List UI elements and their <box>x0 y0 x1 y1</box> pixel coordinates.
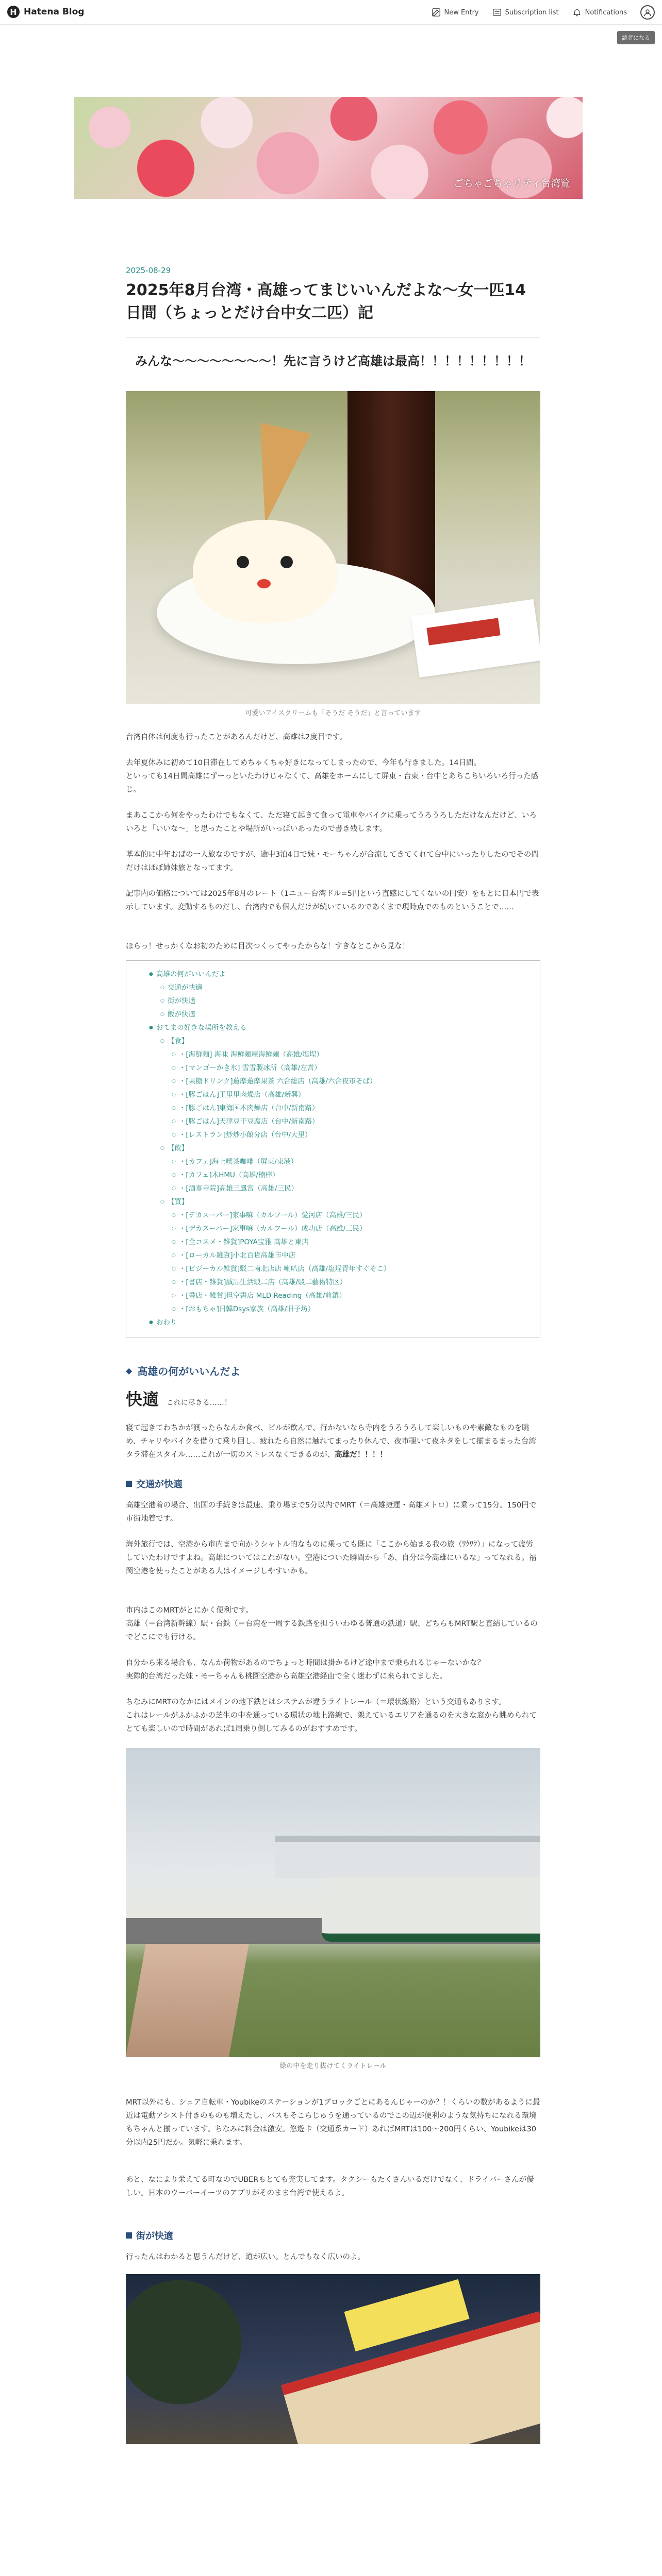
eye-left <box>237 556 249 568</box>
subsection-title: 交通が快適 <box>136 1479 183 1490</box>
station-canopy <box>275 1836 540 1878</box>
intro-paragraph: 記事内の価格については2025年8月のレート（1ニュー台湾ドル=5円という直感にしてくないの円安）をもとに日本円で表示しています。変動するものだし、台湾内でも個人だけが続いているのであくまで現時点でのものということで…… <box>126 890 539 911</box>
toc-link[interactable]: ・[豚ごはん]王里里肉燥店（高雄/新興） <box>178 1091 305 1099</box>
new-entry-label: New Entry <box>444 8 479 16</box>
light-rail-photo[interactable] <box>126 1748 540 2057</box>
entry-title[interactable]: 2025年8月台湾・高雄ってまじいいんだよな〜女一匹14日間（ちょっとだけ台中女二匹）記 <box>126 281 526 322</box>
toc-link[interactable]: ・[カフェ]木HMU（高雄/楠梓） <box>178 1171 279 1179</box>
notifications-label: Notifications <box>585 8 627 16</box>
platform <box>126 1944 249 2057</box>
hatena-logo-icon: H <box>7 6 20 18</box>
subsection-heading <box>126 2229 540 2242</box>
toc-item <box>160 981 528 995</box>
toc-item <box>172 1129 528 1142</box>
tree <box>126 2274 260 2444</box>
square-icon <box>126 1481 132 1487</box>
transport-paragraph: ちなみにMRTのなかにはメインの地下鉄とはシステムが違うライトレール（＝環状線路）という交通もあります。 これはレールがふかふかの芝生の中を通っている環状の地上路線で、架えているエリアを通るのを大きな窓から眺められてとても楽しいので時間があれば1周乗り倒してみるのがおすすめです。 <box>126 1698 537 1733</box>
user-avatar[interactable] <box>640 5 655 20</box>
toc-item <box>160 1196 528 1209</box>
transport-paragraph: 自分から来る場合も、なんか荷物があるのでちょっと時間は掛かるけど途中まで乗られるじゃーないかな？ 実際的台湾だった妹・モーちゃんも桃園空港から高雄空港経由で全く迷わずに来られてました。 <box>126 1659 485 1681</box>
transport-paragraph: 高雄空港着の場合、出国の手続きは最速、乗り場まで5分以内でMRT（＝高雄捷運・高雄メトロ）に乗って15分。150円で市街地着です。 <box>126 1501 537 1523</box>
toc-item <box>172 1276 528 1290</box>
toc-link[interactable]: ・[海鮮麺] 海味 海鮮麺屋海鮮麺（高雄/塩埕） <box>178 1050 324 1059</box>
eye-right <box>280 556 293 568</box>
transport-paragraph: あと、なにより栄えてる町なのでUBERもとても充実してます。タクシーもたくさんいるだけでなく、ドライバーさんが優しい。日本のウーバーイーツのアプリがそのまま台湾で使えるよ。 <box>126 2176 534 2197</box>
toc-item <box>172 1249 528 1263</box>
toc-item <box>160 1035 528 1048</box>
subscribe-button[interactable]: 読者になる <box>617 31 655 44</box>
toc-link[interactable]: ・[酒専寺院]高雄三鳳宮（高雄/三民） <box>178 1184 298 1193</box>
toc-item <box>172 1048 528 1062</box>
toc-item <box>172 1182 528 1196</box>
subsection-title: 街が快適 <box>136 2231 173 2242</box>
toc-link[interactable]: おてまの好きな場所を教える <box>156 1024 247 1032</box>
ice-cream-scoop <box>193 520 337 623</box>
list-icon <box>492 8 502 17</box>
hatena-logo[interactable] <box>7 6 84 18</box>
table-of-contents <box>126 960 540 1337</box>
toc-item <box>172 1156 528 1169</box>
new-entry-button[interactable] <box>432 8 479 17</box>
toc-item <box>149 968 528 981</box>
toc-link[interactable]: ・[デカスーパー]家事嘛（カルフール）愛河店（高雄/三民） <box>178 1211 367 1219</box>
subsection-heading <box>126 1477 540 1490</box>
toc-link[interactable]: 【飲】 <box>167 1144 189 1153</box>
street-sign-photo[interactable] <box>126 2274 540 2444</box>
photo-caption: 緑の中を走り抜けてくライトレール <box>279 2062 387 2070</box>
toc-link[interactable]: 【買】 <box>167 1198 189 1206</box>
toc-link[interactable]: ・[デカスーパー]家事嘛（カルフール）成功店（高雄/三民） <box>178 1225 367 1233</box>
toc-link[interactable]: 飯が快適 <box>167 1010 195 1019</box>
toc-link[interactable]: ・[レストラン]炒炒小館分店（台中/大里） <box>178 1131 312 1139</box>
big-text-note: これに尽きる……！ <box>166 1399 231 1407</box>
diamond-icon: ◆ <box>126 1366 133 1376</box>
toc-link[interactable]: ・[書店・雑貨]但空書店 MLD Reading（高雄/前鎮） <box>178 1292 346 1300</box>
city-paragraph: 行ったんはわかると思うんだけど、道が広い。とんでもなく広いのよ。 <box>126 2253 365 2261</box>
intro-paragraph: 去年夏休みに初めて10日滞在してめちゃくちゃ好きになってしまったので、今年も行きました。14日間。 といっても14日間高雄にずーっといたわけじゃなくて、高雄をホームにして屏東・台東・台中とあちこちいろいろ行った感じ。 <box>126 759 539 794</box>
ice-cream-photo[interactable] <box>126 391 540 704</box>
section-heading <box>126 1363 540 1378</box>
cone <box>240 423 310 530</box>
transport-paragraph: 海外旅行では、空港から市内まで向かうシャトル的なものに乗っても既に「ここから始まる我の旅（ﾜｸﾜｸ）」になって疲労していたわけですよね。高雄についてはこれがない。空港についた瞬間から「あ、自分は今高雄にいるな」ってなれる。福岡空港を使ったことがある人はイメージしやすいかも。 <box>126 1540 537 1575</box>
toc-item <box>172 1290 528 1303</box>
toc-item <box>172 1169 528 1182</box>
nose <box>257 579 271 588</box>
toc-item <box>172 1102 528 1115</box>
toc-link[interactable]: ・[豚ごはん]東海国本肉燥店（台中/新南路） <box>178 1104 319 1112</box>
intro-paragraph: 基本的に中年おばの一人旅なのですが、途中3泊4日で妹・モーちゃんが合流してきてくれて台中にいったりしたのでその間だけはほぼ姉妹旅となってます。 <box>126 851 539 872</box>
square-icon <box>126 2232 132 2239</box>
toc-intro: ほらっ！せっかくなお初のために目次つくってやったからな！すきなとこから見な！ <box>126 942 410 951</box>
section-paragraph-text: 寝て起きてわちかが渡ったらなんか食べ、ビルが飲んで、行かないなら寺内をうろうろして楽しいものや素敵なものを眺め、チャリやバイクを借りて乗り回し、疲れたら自然に触れてまったり休んで、夜市覗いて夜ネタをして揃まるまった台湾タラ滞在スタイル……これが一切のストレスなくできるのが、 <box>126 1424 536 1459</box>
big-text: 快適 <box>126 1389 159 1409</box>
big-text-row <box>126 1386 540 1410</box>
entry-date[interactable]: 2025-08-29 <box>126 266 171 275</box>
toc-link[interactable]: ・[カフェ]海上喫茶咖啡（屏東/東港） <box>178 1158 298 1166</box>
toc-link[interactable]: ・[果糖ドリンク]蓮摩蓮摩果茶 六合総店（高雄/六合夜市そば） <box>178 1077 377 1086</box>
user-icon <box>643 8 652 16</box>
toc-item <box>149 1316 528 1330</box>
toc-link[interactable]: ・[マンゴーかき氷] 雪雪製冰所（高雄/左営） <box>178 1064 321 1072</box>
section-paragraph <box>126 1421 540 1462</box>
toc-link[interactable]: 街が快適 <box>167 997 195 1005</box>
toc-item <box>172 1263 528 1276</box>
toc-item <box>172 1303 528 1316</box>
blog-header-image[interactable] <box>74 97 583 199</box>
toc-item <box>172 1209 528 1223</box>
subscription-list-button[interactable] <box>492 8 559 17</box>
article <box>126 266 540 2444</box>
notifications-button[interactable] <box>572 8 627 17</box>
lead-text: みんな〜〜〜〜〜〜〜〜！先に言うけど高雄は最高！！！！！！！！！ <box>135 354 531 368</box>
toc-link[interactable]: ・[おもちゃ]日韓Dsys家族（高雄/旧子坊） <box>178 1305 315 1313</box>
intro-paragraph: 台湾自体は何度も行ったことがあるんだけど、高雄は2度目です。 <box>126 733 347 741</box>
transport-paragraph: MRT以外にも、シェア自転車・Youbikeのステーションが1ブロックごとにあるんじゃーのか？！くらいの数があるように最近は電動アシスト付きのものも増えたし、バスもそこらじゅうを通っているのでこの辺が便利のような気持ちになれる環境もちゃんと揃っています。ちなみに料金は激安。悠遊卡（交通系カード）あればMRTは100〜200円くらい、Youbikeは30分以内25円だか。気軽に乗れます。 <box>126 2098 540 2147</box>
toc-item <box>172 1236 528 1249</box>
toc-list <box>138 968 528 1330</box>
hatena-logo-text: Hatena Blog <box>24 7 85 17</box>
subscription-list-label: Subscription list <box>505 8 559 16</box>
section-title: 高雄の何がいいんだよ <box>137 1365 241 1378</box>
toc-item <box>172 1075 528 1089</box>
toc-link[interactable]: ・[豚ごはん]天津豆干豆腐店（台中/新南路） <box>178 1117 319 1126</box>
transport-paragraph: 市内はこのMRTがとにかく便利です。 高雄（＝台湾新幹線）駅・台鉄（＝台湾を一周する鉄路を担ういわゆる普通の鉄道）駅、どちらもMRT駅と直結しているのでどこにでも行ける。 <box>126 1606 538 1641</box>
blog-title[interactable]: ごちゃごちゃリティ台湾覧 <box>453 178 570 189</box>
intro-paragraph: まあここから何をやったわけでもなくて、ただ寝て起きて食って電車やバイクに乗ってうろうろしただけなんだけど、いろいろと「いいな〜」と思ったことや場所がいっぱいあったので書き残します。 <box>126 811 537 833</box>
toc-link[interactable]: ・[書店・雑貨]誠品生活駁二店（高雄/駁二藝術特区） <box>178 1278 347 1286</box>
toc-link[interactable]: 交通が快適 <box>167 984 203 992</box>
toc-item <box>172 1115 528 1129</box>
global-bar <box>0 0 662 25</box>
toc-link[interactable]: ・[全コスメ・雑貨]POYA宝雅 高雄と東店 <box>178 1238 309 1246</box>
toc-item <box>172 1062 528 1075</box>
toc-item <box>160 1008 528 1022</box>
toc-item <box>160 1142 528 1156</box>
toc-item <box>160 995 528 1008</box>
toc-link[interactable]: ・[ビジーカル雑貨]駁二南北店店 喇叭店（高雄/塩埕青年すぐそこ） <box>178 1265 391 1273</box>
toc-item <box>149 1022 528 1035</box>
photo-caption: 可愛いアイスクリームも「そうだ そうだ」と言っています <box>245 709 421 717</box>
toc-link[interactable]: ・[ローカル雑貨]小北百貨高雄市中店 <box>178 1251 296 1260</box>
pencil-icon <box>432 8 441 17</box>
emphasis-text: 高雄だ！！！！ <box>335 1451 387 1459</box>
toc-link[interactable]: おわり <box>156 1318 177 1327</box>
bell-icon <box>572 8 582 17</box>
toc-item <box>172 1089 528 1102</box>
toc-link[interactable]: 【食】 <box>167 1037 189 1045</box>
toc-item <box>172 1223 528 1236</box>
global-actions <box>432 0 655 25</box>
light-rail-train <box>322 1877 540 1942</box>
toc-link[interactable]: 高雄の何がいいんだよ <box>156 970 226 978</box>
